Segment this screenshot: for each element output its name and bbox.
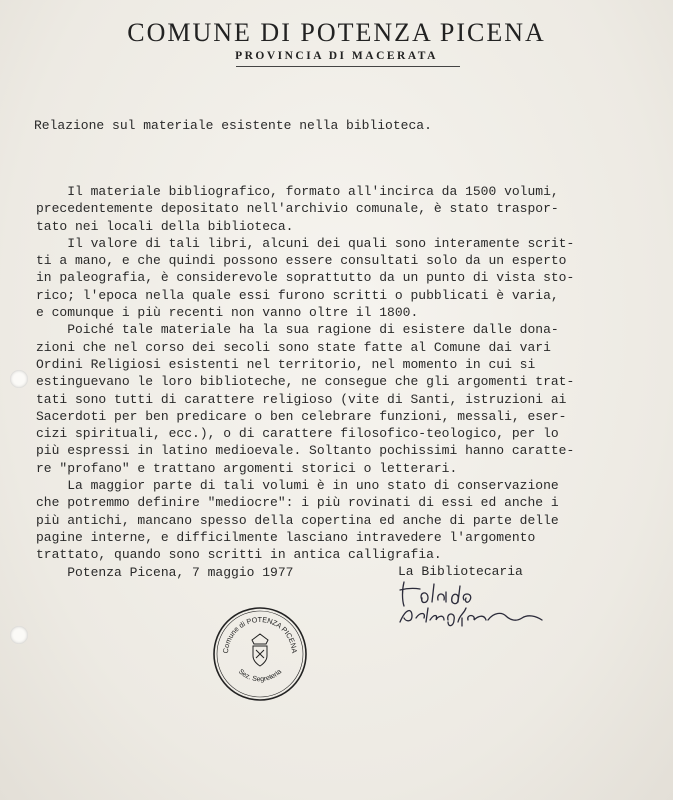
body-line: La maggior parte di tali volumi è in uno stato di conservazione [36,478,559,494]
body-line: più antichi, mancano spesso della copertina ed anche di parte delle [36,512,559,528]
body-line: e comunque i più recenti non vanno oltre il 1800. [36,305,419,321]
body-line: precedentemente depositato nell'archivio comunale, è stato traspor- [36,201,559,217]
body-line: Poiché tale materiale ha la sua ragione di esistere dalle dona- [36,322,559,338]
body-line: re "profano" e trattano argomenti storici o letterari. [36,460,458,476]
document-subject: Relazione sul materiale esistente nella biblioteca. [34,118,432,133]
body-line: cizi spirituali, ecc.), o di carattere filosofico-teologico, per lo [36,426,559,442]
body-line: in paleografia, è considerevole soprattutto da un punto di vista sto- [36,270,575,286]
body-line: tati sono tutti di carattere religioso (vite di Santi, istruzioni ai [36,391,567,407]
body-line: Sacerdoti per ben predicare o ben celebrare funzioni, messali, eser- [36,408,567,424]
body-line: estinguevano le loro biblioteche, ne consegue che gli argomenti trat- [36,374,575,390]
letterhead-subtitle: PROVINCIA DI MACERATA [235,50,438,62]
letterhead-rule [236,66,460,67]
punch-hole [10,626,28,644]
signature-label: La Bibliotecaria [398,564,523,579]
punch-hole [10,370,28,388]
official-stamp [210,604,310,704]
body-line: ti a mano, e che quindi possono essere consultati solo da un esperto [36,253,567,269]
body-line: zioni che nel corso dei secoli sono state fatte al Comune dai vari [36,339,551,355]
body-line: rico; l'epoca nella quale essi furono scritti o pubblicati è varia, [36,287,559,303]
svg-text:Sez. Segreteria [237,668,283,683]
place-date: Potenza Picena, 7 maggio 1977 [36,564,294,580]
body-line: tato nei locali della biblioteca. [36,218,294,234]
body-line: Il valore di tali libri, alcuni dei quali sono interamente scrit- [36,235,575,251]
body-line: pagine interne, e difficilmente lasciano intravedere l'argomento [36,529,536,545]
handwritten-signature [398,578,548,628]
stamp-top-text: Comune di POTENZA PICENA [220,614,300,654]
stamp-bottom-text: Sez. Segreteria [236,668,284,684]
body-line: più espressi in latino medioevale. Soltanto pochissimi hanno caratte- [36,443,575,459]
body-line: Ordini Religiosi esistenti nel territorio, nel momento in cui si [36,356,536,372]
body-line: Il materiale bibliografico, formato all'incirca da 1500 volumi, [36,184,559,199]
body-line: trattato, quando sono scritti in antica calligrafia. [36,547,442,563]
document-body [36,183,646,581]
body-line: che potremmo definire "mediocre": i più rovinati di essi ed anche i [36,495,559,511]
letterhead-title: COMUNE DI POTENZA PICENA [127,18,546,47]
coat-of-arms-icon [252,634,268,666]
